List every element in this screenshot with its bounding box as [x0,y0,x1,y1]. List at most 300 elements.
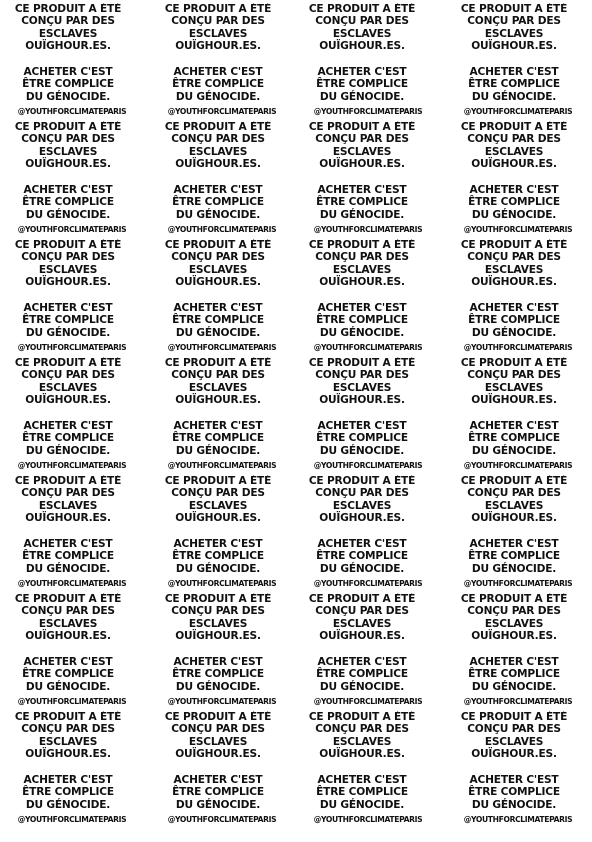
sticker-call-line: ÊTRE COMPLICE [172,550,264,563]
sticker-message-line: CE PRODUIT A ÉTÉ [460,711,568,723]
sticker-message [148,239,292,289]
sticker-message-line: CE PRODUIT A ÉTÉ [14,121,122,133]
sticker-message-line: ESCLAVES [38,499,98,512]
sticker-call-line: DU GÉNOCIDE. [319,798,405,811]
sticker-call-line: ÊTRE COMPLICE [316,78,408,91]
sticker-call-line: DU GÉNOCIDE. [25,90,111,103]
sticker-message-line: ESCLAVES [188,617,248,630]
sticker [0,711,148,829]
sticker-call-line: ACHETER C'EST [23,302,113,314]
sticker [444,357,592,475]
sticker-call-line: DU GÉNOCIDE. [319,90,405,103]
sticker-message-line: CONÇU PAR DES [467,369,561,382]
sticker-message-line: ESCLAVES [38,263,98,276]
sticker-message-line: CE PRODUIT A ÉTÉ [164,3,272,15]
sticker-call-line: ACHETER C'EST [469,420,559,432]
sticker-message-line: OUÏGHOUR.ES. [319,394,405,407]
sticker-call-to-action [148,538,292,575]
sticker-call-line: DU GÉNOCIDE. [319,326,405,339]
sticker-handle: @YOUTHFORCLIMATEPARIS [313,815,423,824]
sticker-message-line: CONÇU PAR DES [21,369,115,382]
sticker-message-line: OUÏGHOUR.ES. [471,158,557,171]
sticker-message-line: OUÏGHOUR.ES. [471,40,557,53]
sticker-handle: @YOUTHFORCLIMATEPARIS [167,697,277,706]
sticker-handle: @YOUTHFORCLIMATEPARIS [313,107,423,116]
sticker-call-line: ÊTRE COMPLICE [172,196,264,209]
sticker-call-to-action [444,302,588,339]
sticker-message-line: ESCLAVES [38,617,98,630]
sticker-message-line: CONÇU PAR DES [21,487,115,500]
sticker-call-to-action [444,420,588,457]
sticker-call-line: ÊTRE COMPLICE [468,196,560,209]
sticker-message [296,239,436,289]
sticker [444,475,592,593]
sticker-message-line: CONÇU PAR DES [171,133,265,146]
sticker-handle: @YOUTHFORCLIMATEPARIS [463,579,573,588]
sticker-message-line: CE PRODUIT A ÉTÉ [308,593,416,605]
sticker-call-line: ACHETER C'EST [23,774,113,786]
sticker-message-line: CE PRODUIT A ÉTÉ [164,711,272,723]
sticker-message [444,239,588,289]
sticker-message [0,239,142,289]
sticker-message-line: CONÇU PAR DES [467,15,561,28]
sticker-message-line: OUÏGHOUR.ES. [319,630,405,643]
sticker-message-line: OUÏGHOUR.ES. [175,394,261,407]
sticker [444,239,592,357]
sticker-call-line: ACHETER C'EST [317,538,407,550]
sticker [0,475,148,593]
sticker-handle: @YOUTHFORCLIMATEPARIS [313,697,423,706]
sticker-call-line: ACHETER C'EST [23,66,113,78]
sticker-message-line: ESCLAVES [332,617,392,630]
sticker-message-line: CONÇU PAR DES [171,369,265,382]
sticker-handle: @YOUTHFORCLIMATEPARIS [167,225,277,234]
sticker-message-line: ESCLAVES [188,263,248,276]
sticker-call-line: ACHETER C'EST [469,538,559,550]
sticker-message-line: OUÏGHOUR.ES. [25,158,111,171]
sticker-message [0,593,142,643]
sticker-message-line: ESCLAVES [484,499,544,512]
sticker-call-line: ÊTRE COMPLICE [316,668,408,681]
sticker-message-line: ESCLAVES [188,145,248,158]
sticker-call-line: ACHETER C'EST [317,184,407,196]
sticker [0,121,148,239]
sticker-call-line: DU GÉNOCIDE. [319,680,405,693]
sticker-call-line: ÊTRE COMPLICE [468,786,560,799]
sticker-handle: @YOUTHFORCLIMATEPARIS [463,343,573,352]
sticker-message [148,593,292,643]
sticker-handle: @YOUTHFORCLIMATEPARIS [17,225,127,234]
sticker-message-line: CE PRODUIT A ÉTÉ [164,593,272,605]
sticker-call-line: ÊTRE COMPLICE [22,196,114,209]
sticker-handle: @YOUTHFORCLIMATEPARIS [167,579,277,588]
sticker-call-to-action [148,302,292,339]
sticker-handle: @YOUTHFORCLIMATEPARIS [313,343,423,352]
sticker-message-line: CE PRODUIT A ÉTÉ [460,357,568,369]
sticker-handle: @YOUTHFORCLIMATEPARIS [463,225,573,234]
sticker-message [444,593,588,643]
sticker-call-line: DU GÉNOCIDE. [25,798,111,811]
sticker [296,357,444,475]
sticker-message-line: OUÏGHOUR.ES. [471,512,557,525]
sticker-call-line: DU GÉNOCIDE. [175,326,261,339]
sticker-message [296,357,436,407]
sticker-message-line: OUÏGHOUR.ES. [25,276,111,289]
sticker-call-line: ACHETER C'EST [173,302,263,314]
sticker-call-line: ÊTRE COMPLICE [172,432,264,445]
sticker-call-line: ACHETER C'EST [317,302,407,314]
sticker-message-line: ESCLAVES [38,27,98,40]
sticker-message-line: OUÏGHOUR.ES. [471,394,557,407]
sticker-message-line: CE PRODUIT A ÉTÉ [308,3,416,15]
sticker-call-line: ÊTRE COMPLICE [316,550,408,563]
sticker [296,475,444,593]
sticker [444,3,592,121]
sticker-call-line: ACHETER C'EST [317,420,407,432]
sticker-call-to-action [296,774,436,811]
sticker-message-line: CE PRODUIT A ÉTÉ [14,357,122,369]
sticker-message [0,475,142,525]
sticker-call-line: ÊTRE COMPLICE [172,78,264,91]
sticker-message-line: CONÇU PAR DES [467,487,561,500]
sticker-call-to-action [296,656,436,693]
sticker-handle: @YOUTHFORCLIMATEPARIS [167,461,277,470]
sticker-message-line: CE PRODUIT A ÉTÉ [460,3,568,15]
sticker-handle: @YOUTHFORCLIMATEPARIS [313,225,423,234]
sticker-call-line: ÊTRE COMPLICE [172,786,264,799]
sticker [0,357,148,475]
sticker-call-to-action [296,420,436,457]
sticker-call-line: DU GÉNOCIDE. [471,798,557,811]
sticker-message-line: OUÏGHOUR.ES. [175,512,261,525]
sticker-call-line: ACHETER C'EST [23,538,113,550]
sticker-message-line: ESCLAVES [188,735,248,748]
sticker-call-line: DU GÉNOCIDE. [471,208,557,221]
sticker-call-line: DU GÉNOCIDE. [175,208,261,221]
sticker-call-to-action [444,538,588,575]
sticker-call-to-action [0,656,142,693]
sticker-call-line: ACHETER C'EST [173,420,263,432]
sticker-message-line: CONÇU PAR DES [315,133,409,146]
sticker-call-line: ÊTRE COMPLICE [468,668,560,681]
sticker [148,593,296,711]
sticker-message-line: CE PRODUIT A ÉTÉ [460,593,568,605]
sticker-call-line: ÊTRE COMPLICE [22,786,114,799]
sticker-message-line: OUÏGHOUR.ES. [25,40,111,53]
sticker-call-line: ACHETER C'EST [317,656,407,668]
sticker-message-line: OUÏGHOUR.ES. [319,158,405,171]
sticker-call-to-action [0,774,142,811]
sticker [148,239,296,357]
sticker [296,593,444,711]
sticker-message-line: ESCLAVES [484,381,544,394]
sticker-message [296,711,436,761]
sticker-call-line: ACHETER C'EST [469,184,559,196]
sticker-call-line: DU GÉNOCIDE. [175,798,261,811]
sticker-message-line: CE PRODUIT A ÉTÉ [308,475,416,487]
sticker-handle: @YOUTHFORCLIMATEPARIS [463,697,573,706]
sticker [148,711,296,829]
sticker-message-line: CONÇU PAR DES [315,487,409,500]
sticker-message-line: OUÏGHOUR.ES. [25,394,111,407]
sticker-call-line: ACHETER C'EST [173,774,263,786]
sticker-call-line: ÊTRE COMPLICE [468,550,560,563]
sticker-message-line: OUÏGHOUR.ES. [319,748,405,761]
sticker-message [444,357,588,407]
sticker-handle: @YOUTHFORCLIMATEPARIS [167,343,277,352]
sticker-message [444,121,588,171]
sticker-message-line: ESCLAVES [332,27,392,40]
sticker-call-line: ÊTRE COMPLICE [22,432,114,445]
sticker-call-to-action [148,420,292,457]
sticker-message-line: ESCLAVES [332,499,392,512]
sticker-call-line: ÊTRE COMPLICE [22,78,114,91]
sticker-call-line: DU GÉNOCIDE. [471,90,557,103]
sticker-message-line: CONÇU PAR DES [171,251,265,264]
sticker-message-line: ESCLAVES [188,499,248,512]
sticker-call-line: DU GÉNOCIDE. [319,444,405,457]
sticker-call-line: ACHETER C'EST [469,774,559,786]
sticker [148,475,296,593]
sticker-call-to-action [444,774,588,811]
sticker-message-line: ESCLAVES [484,27,544,40]
sticker-message-line: OUÏGHOUR.ES. [471,748,557,761]
sticker-message-line: OUÏGHOUR.ES. [175,276,261,289]
sticker-message-line: CE PRODUIT A ÉTÉ [164,475,272,487]
sticker-call-line: ACHETER C'EST [317,66,407,78]
sticker-message-line: CE PRODUIT A ÉTÉ [308,121,416,133]
sticker-handle: @YOUTHFORCLIMATEPARIS [463,107,573,116]
sticker-message-line: ESCLAVES [38,145,98,158]
sticker-message-line: CONÇU PAR DES [21,251,115,264]
sticker-message-line: OUÏGHOUR.ES. [175,748,261,761]
sticker-message-line: ESCLAVES [38,381,98,394]
sticker-message-line: ESCLAVES [332,381,392,394]
sticker-message-line: CONÇU PAR DES [467,723,561,736]
sticker-message [0,357,142,407]
sticker [148,357,296,475]
sticker-message-line: CONÇU PAR DES [315,605,409,618]
sticker-handle: @YOUTHFORCLIMATEPARIS [463,815,573,824]
sticker-call-to-action [296,66,436,103]
sticker-message-line: CE PRODUIT A ÉTÉ [14,711,122,723]
sticker-message [296,3,436,53]
sticker-call-line: DU GÉNOCIDE. [25,680,111,693]
sticker-call-line: DU GÉNOCIDE. [319,208,405,221]
sticker-call-line: ÊTRE COMPLICE [22,314,114,327]
sticker-call-to-action [296,538,436,575]
sticker-handle: @YOUTHFORCLIMATEPARIS [167,107,277,116]
sticker-call-line: ÊTRE COMPLICE [316,314,408,327]
sticker-message-line: CONÇU PAR DES [467,133,561,146]
sticker-message-line: ESCLAVES [332,263,392,276]
sticker [0,593,148,711]
sticker-message-line: CONÇU PAR DES [315,369,409,382]
sticker-call-to-action [0,184,142,221]
sticker-call-line: ACHETER C'EST [23,184,113,196]
sticker-message-line: CE PRODUIT A ÉTÉ [460,121,568,133]
sticker-message-line: CONÇU PAR DES [171,723,265,736]
sticker-call-line: ACHETER C'EST [23,656,113,668]
sticker-message [148,711,292,761]
sticker [0,239,148,357]
sticker-call-line: ÊTRE COMPLICE [172,668,264,681]
sticker-message [148,3,292,53]
sticker-call-to-action [0,420,142,457]
sticker-call-line: ÊTRE COMPLICE [468,314,560,327]
sticker [148,3,296,121]
sticker-call-line: ÊTRE COMPLICE [172,314,264,327]
sticker-call-line: DU GÉNOCIDE. [25,208,111,221]
sticker-handle: @YOUTHFORCLIMATEPARIS [313,579,423,588]
sticker-message-line: CONÇU PAR DES [171,487,265,500]
sticker-call-line: DU GÉNOCIDE. [25,444,111,457]
sticker-call-line: DU GÉNOCIDE. [471,444,557,457]
sticker-call-line: DU GÉNOCIDE. [471,680,557,693]
sticker-message-line: OUÏGHOUR.ES. [175,40,261,53]
sticker-call-line: ACHETER C'EST [469,302,559,314]
sticker-message [444,475,588,525]
sticker-message-line: CE PRODUIT A ÉTÉ [164,239,272,251]
sticker-call-to-action [444,66,588,103]
sticker-message-line: OUÏGHOUR.ES. [319,512,405,525]
sticker-message-line: ESCLAVES [188,27,248,40]
sticker-call-line: ACHETER C'EST [173,656,263,668]
sticker-call-to-action [0,302,142,339]
sticker-call-to-action [148,184,292,221]
sticker-message-line: CONÇU PAR DES [21,15,115,28]
sticker-message-line: OUÏGHOUR.ES. [319,40,405,53]
sticker-handle: @YOUTHFORCLIMATEPARIS [17,579,127,588]
sticker-call-line: DU GÉNOCIDE. [175,444,261,457]
sticker-call-to-action [148,774,292,811]
sticker-call-line: ÊTRE COMPLICE [468,432,560,445]
sticker-message [0,3,142,53]
sticker-message-line: OUÏGHOUR.ES. [319,276,405,289]
sticker-call-line: ÊTRE COMPLICE [316,786,408,799]
sticker-call-to-action [444,656,588,693]
sticker-message-line: CE PRODUIT A ÉTÉ [14,475,122,487]
sticker-message-line: CE PRODUIT A ÉTÉ [308,357,416,369]
sticker-message-line: CONÇU PAR DES [315,723,409,736]
sticker-message-line: CONÇU PAR DES [315,15,409,28]
sticker-message-line: CONÇU PAR DES [171,15,265,28]
sticker-message-line: OUÏGHOUR.ES. [25,512,111,525]
sticker-call-line: ACHETER C'EST [469,656,559,668]
sticker-message-line: CONÇU PAR DES [21,605,115,618]
sticker-message-line: CE PRODUIT A ÉTÉ [460,239,568,251]
sticker-call-line: DU GÉNOCIDE. [319,562,405,575]
sticker-handle: @YOUTHFORCLIMATEPARIS [463,461,573,470]
sticker-handle: @YOUTHFORCLIMATEPARIS [313,461,423,470]
sticker-message-line: ESCLAVES [332,145,392,158]
sticker-call-line: DU GÉNOCIDE. [471,562,557,575]
sticker-call-line: DU GÉNOCIDE. [471,326,557,339]
sticker-call-line: ÊTRE COMPLICE [22,550,114,563]
sticker-call-to-action [148,66,292,103]
sticker-message-line: CE PRODUIT A ÉTÉ [308,239,416,251]
sticker-call-line: ÊTRE COMPLICE [22,668,114,681]
sticker-call-line: DU GÉNOCIDE. [25,562,111,575]
sticker-call-line: ACHETER C'EST [469,66,559,78]
sticker-message-line: ESCLAVES [332,735,392,748]
sticker-call-to-action [444,184,588,221]
sticker-call-line: ÊTRE COMPLICE [316,196,408,209]
sticker [296,3,444,121]
sticker-message-line: ESCLAVES [188,381,248,394]
sticker-message-line: CONÇU PAR DES [467,251,561,264]
sticker-message-line: CE PRODUIT A ÉTÉ [460,475,568,487]
sticker-message [148,121,292,171]
sticker [296,121,444,239]
sticker-call-line: ACHETER C'EST [173,538,263,550]
sticker-call-line: DU GÉNOCIDE. [175,680,261,693]
sticker-call-to-action [0,66,142,103]
sticker-call-line: ACHETER C'EST [23,420,113,432]
sticker-call-to-action [0,538,142,575]
sticker-message-line: ESCLAVES [484,145,544,158]
sticker-message-line: OUÏGHOUR.ES. [25,748,111,761]
sticker-message-line: OUÏGHOUR.ES. [175,158,261,171]
sticker-message-line: CONÇU PAR DES [171,605,265,618]
sticker-call-to-action [148,656,292,693]
sticker-handle: @YOUTHFORCLIMATEPARIS [17,815,127,824]
sticker-message-line: CE PRODUIT A ÉTÉ [308,711,416,723]
sticker-call-line: ACHETER C'EST [317,774,407,786]
sticker-message-line: ESCLAVES [484,617,544,630]
sticker-message-line: CONÇU PAR DES [315,251,409,264]
sticker-message [148,475,292,525]
sticker-message [0,121,142,171]
sticker-message-line: ESCLAVES [484,735,544,748]
sticker [296,711,444,829]
sticker-message [296,121,436,171]
sticker-handle: @YOUTHFORCLIMATEPARIS [17,343,127,352]
sticker [0,3,148,121]
sticker-call-to-action [296,302,436,339]
sticker-message-line: CONÇU PAR DES [21,723,115,736]
sticker [444,121,592,239]
sticker-call-line: DU GÉNOCIDE. [175,562,261,575]
sticker-message [296,475,436,525]
sticker-message [148,357,292,407]
sticker-handle: @YOUTHFORCLIMATEPARIS [167,815,277,824]
sticker-call-line: ÊTRE COMPLICE [468,78,560,91]
sticker-handle: @YOUTHFORCLIMATEPARIS [17,697,127,706]
sticker [444,711,592,829]
sticker-call-line: ÊTRE COMPLICE [316,432,408,445]
sticker-call-to-action [296,184,436,221]
sticker-message-line: CE PRODUIT A ÉTÉ [14,3,122,15]
sticker-message [296,593,436,643]
sticker-call-line: ACHETER C'EST [173,66,263,78]
sticker-message-line: OUÏGHOUR.ES. [471,630,557,643]
sticker-message-line: CONÇU PAR DES [21,133,115,146]
sticker-message [0,711,142,761]
sticker-call-line: DU GÉNOCIDE. [175,90,261,103]
sticker [148,121,296,239]
sticker-message-line: OUÏGHOUR.ES. [471,276,557,289]
sticker-call-line: DU GÉNOCIDE. [25,326,111,339]
sticker-message-line: CE PRODUIT A ÉTÉ [164,357,272,369]
sticker-message-line: CONÇU PAR DES [467,605,561,618]
sticker-message-line: CE PRODUIT A ÉTÉ [14,239,122,251]
sticker [444,593,592,711]
sticker-message-line: ESCLAVES [484,263,544,276]
sticker-message-line: ESCLAVES [38,735,98,748]
sticker-message-line: OUÏGHOUR.ES. [25,630,111,643]
sticker-message [444,711,588,761]
